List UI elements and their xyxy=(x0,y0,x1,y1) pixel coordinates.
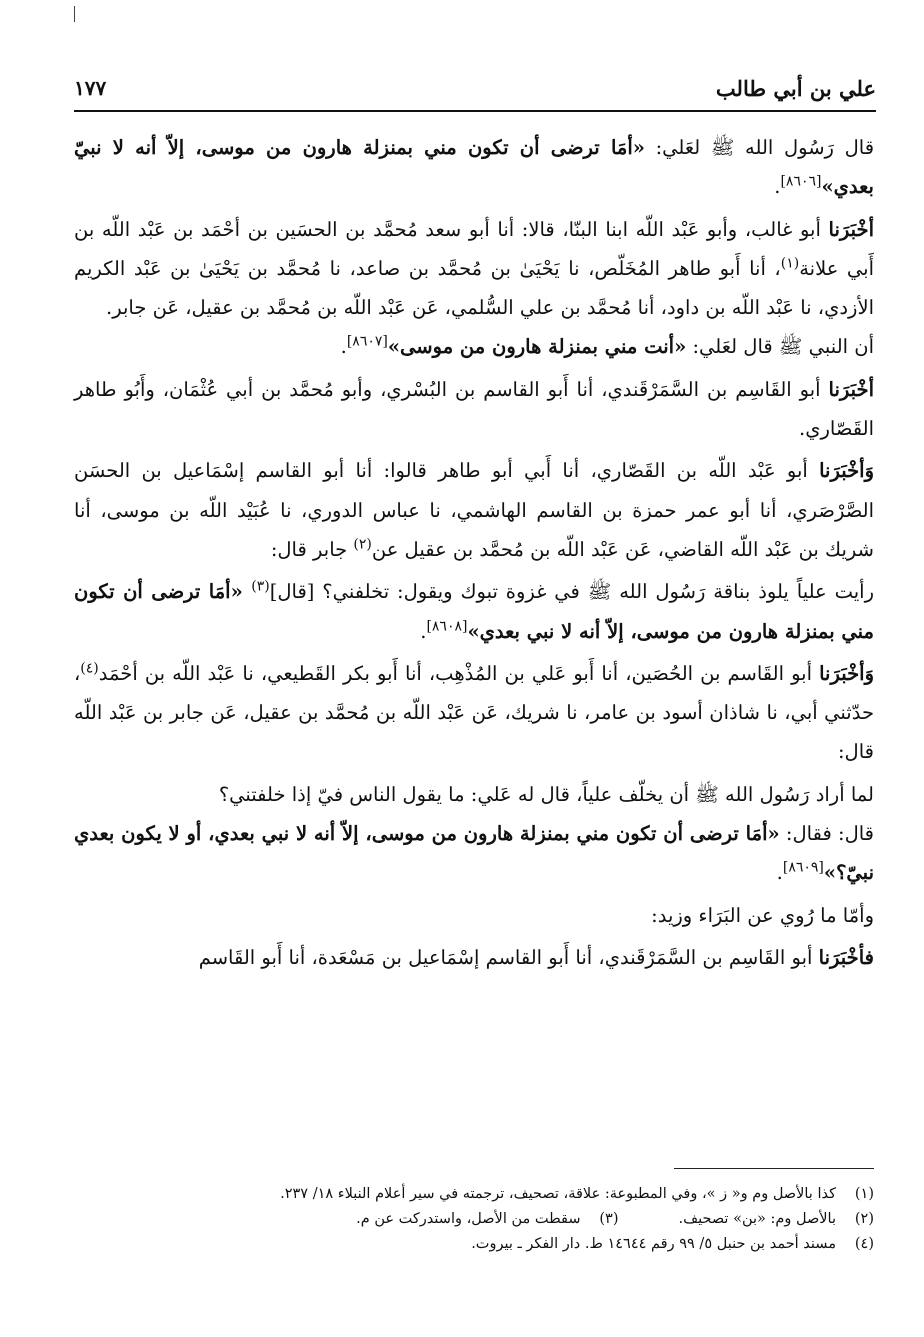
footnote-ref: (٤) xyxy=(80,660,99,677)
text-run: أبو القَاسم بن الحُصَين، أنا أَبو عَلي بن المُذْهِب، أنا أَبو بكر القَطيعي، نا عَبْد اللّه بن أحْمَد xyxy=(98,661,820,685)
footnote-ref: (٢) xyxy=(353,536,372,553)
hadith-number: [٨٦٠٩] xyxy=(782,859,824,876)
hadith-number: [٨٦٠٦] xyxy=(780,173,822,190)
hadith-quote: «أمَا ترضى أن تكون مني بمنزلة هارون من موسى، إلاّ أنه لا نبيّ بعدي» xyxy=(74,136,874,199)
isnad-lead-word: أخْبَرَنا xyxy=(828,377,874,401)
hadith-quote: «أمَا ترضى أن تكون مني بمنزلة هارون من موسى، إلاّ أنه لا نبي بعدي» xyxy=(74,580,874,643)
isnad-lead-word: أخْبَرَنا xyxy=(828,217,874,241)
isnad-lead-word: فأخْبَرَنا xyxy=(818,945,874,969)
paragraph-7 xyxy=(74,654,874,772)
isnad-lead-word: وَأخْبَرَنا xyxy=(819,459,874,483)
footnote-number: (٤) xyxy=(854,1236,874,1252)
footnotes xyxy=(74,1182,874,1257)
text-run: . xyxy=(420,619,427,643)
text-run: . xyxy=(774,175,781,199)
text-run: ، أنا أَبو طاهر المُخَلّص، نا يَحْيَىٰ بن مُحمَّد بن صاعد، نا مُحمَّد بن يَحْيَىٰ بن عَبْد الكريم الأزدي، نا عَبْد اللّه بن داود، أنا مُحمَّد بن علي السُّلمي، عَن عَبْد اللّه بن مُحمَّد بن عقيل، عَن جابر. xyxy=(74,256,874,320)
paragraph-2 xyxy=(74,210,874,328)
footnote-text: بالأصل وم: «بن» تصحيف. xyxy=(678,1211,836,1227)
hadith-number: [٨٦٠٨] xyxy=(426,618,468,635)
paragraph-11 xyxy=(74,938,874,977)
text-run: . xyxy=(340,335,347,359)
footnote-2-3 xyxy=(74,1207,874,1232)
paragraph-10 xyxy=(74,896,874,935)
text-run: أبو القَاسِم بن السَّمَرْقَندي، أنا أَبو القاسم إسْمَاعيل بن مَسْعَدة، أنا أَبو القَاسم xyxy=(198,945,819,969)
running-header xyxy=(74,66,876,112)
footnote-separator xyxy=(674,1168,874,1169)
page-number: ١٧٧ xyxy=(74,76,107,100)
hadith-quote: «أنت مني بمنزلة هارون من موسى» xyxy=(387,335,687,359)
text-run: أبو عَبْد اللّه بن القَصّاري، أنا أَبي أبو طاهر قالوا: أنا أبو القاسم إسْمَاعيل بن الحسَن الصَّرْصَري، أنا أبو عمر حمزة بن القاسم الهاشمي، نا عباس الدوري، نا عُبَيْد اللّه بن موسى، أنا شريك بن عَبْد اللّه القاضي، عَن عَبْد اللّه بن مُحمَّد بن عقيل عن xyxy=(74,459,874,561)
paragraph-9 xyxy=(74,814,874,893)
footnote-number: (٣) xyxy=(599,1211,619,1227)
text-run: أبو غالب، وأبو عَبْد اللّه ابنا البنّا، قالا: أنا أبو سعد مُحمَّد بن الحسَين بن أحْمَد بن عَبْد اللّه بن أَبي علانة xyxy=(74,217,875,280)
hadith-number: [٨٦٠٧] xyxy=(346,333,388,350)
text-run: أن النبي ﷺ قال لعَلي: xyxy=(686,335,874,359)
hadith-quote: «أمَا ترضى أن تكون مني بمنزلة هارون من موسى، إلاّ أنه لا نبي بعدي، أو لا يكون بعدي نبيّ؟» xyxy=(74,822,874,885)
paragraph-4 xyxy=(74,370,874,449)
text-run: ، حدّثني أبي، نا شاذان أسود بن عامر، نا شريك، عَن عَبْد اللّه بن مُحمَّد بن عقيل، عَن جابر بن عَبْد اللّه قال: xyxy=(74,661,874,764)
text-run: قال رَسُول الله ﷺ لعَلي: xyxy=(644,136,875,159)
paragraph-8 xyxy=(74,775,874,814)
text-run: جابر قال: xyxy=(270,537,354,561)
text-run: . xyxy=(776,861,783,885)
footnote-1 xyxy=(74,1182,874,1207)
footnote-number: (٢) xyxy=(854,1211,874,1227)
text-run: لما أراد رَسُول الله ﷺ أن يخلّف علياً، قال له عَلي: ما يقول الناس فيّ إذا خلفتني؟ xyxy=(218,782,874,806)
text-run: رأيت علياً يلوذ بناقة رَسُول الله ﷺ في غزوة تبوك ويقول: تخلفني؟ [قال] xyxy=(269,580,874,604)
paragraph-1 xyxy=(74,128,874,207)
text-run: وأمّا ما رُوي عن البَرَاء وزيد: xyxy=(651,903,874,927)
isnad-lead-word: وَأخْبَرَنا xyxy=(819,661,874,685)
paragraph-5 xyxy=(74,451,874,569)
footnote-number: (١) xyxy=(854,1186,874,1202)
main-text xyxy=(74,128,874,977)
footnote-text: مسند أحمد بن حنبل ٥/ ٩٩ رقم ١٤٦٤٤ ط. دار الفكر ـ بيروت. xyxy=(471,1236,836,1252)
margin-tick xyxy=(74,6,75,22)
paragraph-3 xyxy=(74,327,874,366)
paragraph-6 xyxy=(74,572,874,651)
footnote-text: سقطت من الأصل، واستدركت عن م. xyxy=(356,1211,581,1227)
text-run: قال: فقال: xyxy=(779,822,874,846)
footnote-ref: (٣) xyxy=(251,578,270,595)
footnote-text: كذا بالأصل وم و« ز »، وفي المطبوعة: علاقة، تصحيف، ترجمته في سير أعلام النبلاء ١٨/ ٢٣٧. xyxy=(280,1186,836,1202)
text-run: أبو القَاسِم بن السَّمَرْقَندي، أنا أَبو القاسم بن البُسْري، وأبو مُحمَّد بن أبي عُثْمَان، وأَبُو طاهر القَصّاري. xyxy=(74,377,874,441)
footnote-ref: (١) xyxy=(780,255,800,272)
running-title: علي بن أبي طالب xyxy=(715,75,876,101)
footnote-gap xyxy=(629,1207,669,1232)
footnote-4 xyxy=(74,1232,874,1257)
